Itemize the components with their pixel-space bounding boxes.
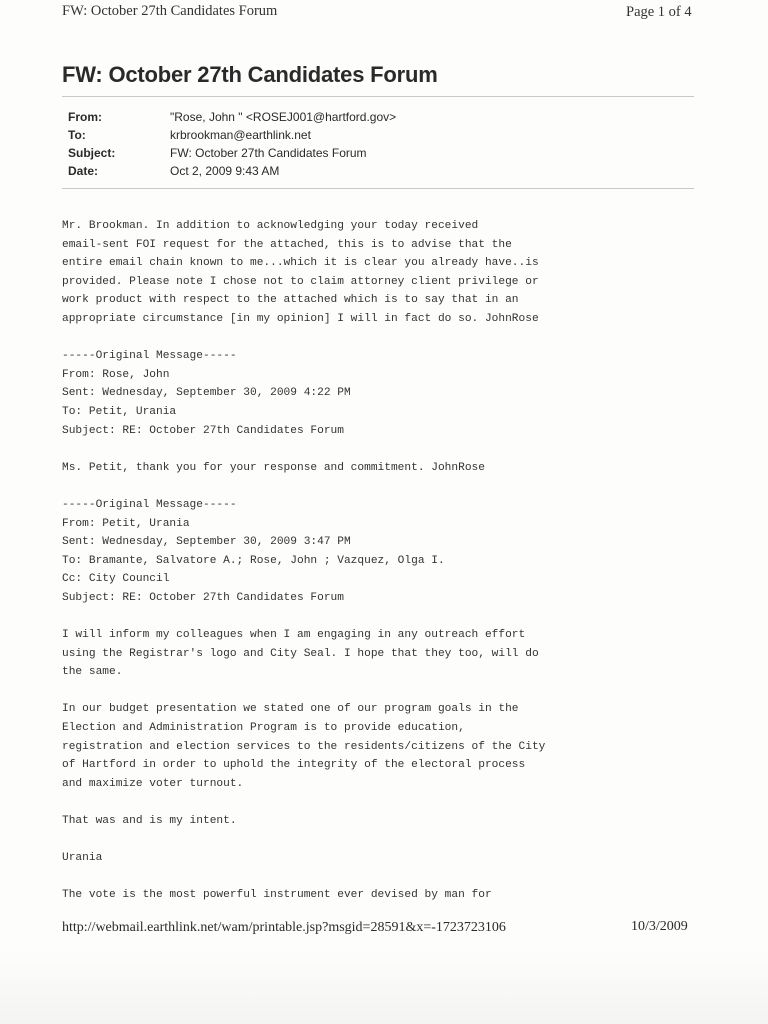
body-line [62,682,682,701]
body-line: Sent: Wednesday, September 30, 2009 3:47 PM [62,536,351,549]
body-line [62,868,682,887]
print-header-title: FW: October 27th Candidates Forum [62,3,278,19]
body-line: In our budget presentation we stated one of our program goals in the [62,703,519,716]
body-line: Urania [62,852,103,865]
body-line: entire email chain known to me...which it is clear you already have..is [62,257,539,270]
body-line: Subject: RE: October 27th Candidates Forum [62,591,344,604]
body-line: of Hartford in order to uphold the integrity of the electoral process [62,759,526,772]
header-bottom-divider [62,188,694,189]
header-value-date: Oct 2, 2009 9:43 AM [170,164,280,178]
header-row-date [68,162,396,180]
header-label: To: [68,128,86,142]
body-line: -----Original Message----- [62,498,237,511]
email-title: FW: October 27th Candidates Forum [62,62,438,87]
body-line: work product with respect to the attached which is to say that in an [62,294,519,307]
footer-date: 10/3/2009 [631,919,688,934]
header-value-to: krbrookman@earthlink.net [170,128,311,142]
body-line: That was and is my intent. [62,815,237,827]
body-line: From: Petit, Urania [62,517,190,530]
body-line: Election and Administration Program is to provide education, [62,722,465,735]
header-row-subject [68,144,396,162]
body-line: Ms. Petit, thank you for your response and commitment. JohnRose [62,461,485,474]
header-value-from: "Rose, John " <ROSEJ001@hartford.gov> [170,110,397,124]
body-line: To: Bramante, Salvatore A.; Rose, John ; Vazquez, Olga I. [62,554,445,567]
body-line: Mr. Brookman. In addition to acknowledging your today received [62,220,479,232]
header-row-from [68,108,396,126]
body-line [62,607,682,626]
body-line [62,477,682,496]
body-line: Cc: City Council [62,573,170,586]
body-line: Subject: RE: October 27th Candidates Forum [62,424,344,437]
header-label: Subject: [68,146,116,160]
body-line: -----Original Message----- [62,350,237,363]
body-line: and maximize voter turnout. [62,777,244,790]
body-line [62,793,682,812]
scan-margin [0,950,768,1024]
email-headers [68,108,396,180]
body-line: I will inform my colleagues when I am engaging in any outreach effort [62,629,526,642]
body-line [62,329,682,348]
body-line: From: Rose, John [62,368,170,381]
header-label: From: [68,110,102,124]
body-line: using the Registrar's logo and City Seal. I hope that they too, will do [62,647,539,660]
body-line: To: Petit, Urania [62,405,177,418]
email-body [62,217,682,905]
header-value-subject: FW: October 27th Candidates Forum [170,146,367,160]
body-line: The vote is the most powerful instrument ever devised by man for [62,889,492,902]
page-number: Page 1 of 4 [626,4,692,20]
body-line [62,831,682,850]
body-line: Sent: Wednesday, September 30, 2009 4:22 PM [62,387,351,400]
header-top-divider [62,96,694,97]
header-label: Date: [68,164,99,178]
body-line: email-sent FOI request for the attached, this is to advise that the [62,238,512,251]
body-line: appropriate circumstance [in my opinion] I will in fact do so. JohnRose [62,312,539,325]
header-row-to [68,126,396,144]
body-line: the same. [62,666,123,679]
body-line: registration and election services to the residents/citizens of the City [62,740,546,753]
body-line: provided. Please note I chose not to claim attorney client privilege or [62,275,539,288]
footer-url: http://webmail.earthlink.net/wam/printable.jsp?msgid=28591&x=-1723723106 [62,920,506,935]
body-line [62,440,682,459]
